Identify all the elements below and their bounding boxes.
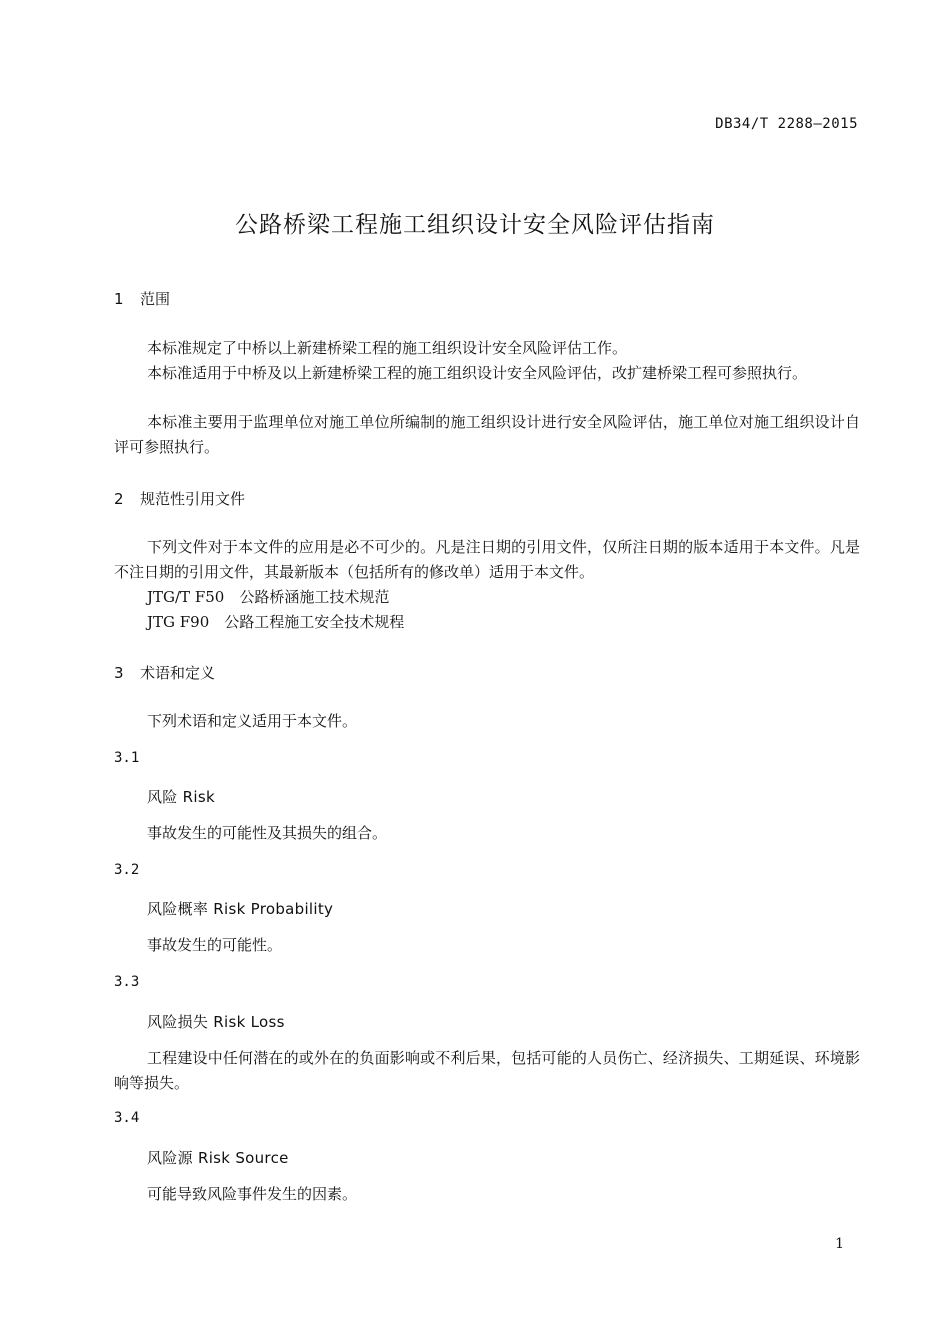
term-number: 3.4	[114, 1110, 140, 1126]
term-definition: 可能导致风险事件发生的因素。	[147, 1185, 358, 1203]
section-number: 3	[114, 664, 124, 682]
section-title: 规范性引用文件	[140, 490, 246, 508]
reference-item: JTG F90 公路工程施工安全技术规程	[147, 613, 405, 631]
term-definition: 事故发生的可能性及其损失的组合。	[147, 824, 388, 842]
term-definition: 工程建设中任何潜在的或外在的负面影响或不利后果，包括可能的人员伤亡、经济损失、工期延误、环境影响等损失。	[114, 1049, 860, 1092]
page-number: 1	[835, 1236, 844, 1252]
section-title: 术语和定义	[140, 664, 216, 682]
term-number: 3.1	[114, 750, 140, 766]
section-number: 2	[114, 490, 124, 508]
section-2-paragraph: 下列文件对于本文件的应用是必不可少的。凡是注日期的引用文件，仅所注日期的版本适用于本文件。凡是不注日期的引用文件，其最新版本（包括所有的修改单）适用于本文件。	[114, 538, 860, 581]
term-name: 风险源 Risk Source	[147, 1149, 289, 1167]
section-3-heading	[114, 662, 215, 683]
section-1-paragraph: 本标准适用于中桥及以上新建桥梁工程的施工组织设计安全风险评估，改扩建桥梁工程可参照执行。	[147, 364, 808, 382]
section-3-paragraph: 下列术语和定义适用于本文件。	[147, 712, 358, 730]
section-2-heading	[114, 488, 245, 509]
term-number: 3.2	[114, 862, 140, 878]
standard-code: DB34/T 2288—2015	[715, 116, 858, 132]
section-1-paragraph: 本标准规定了中桥以上新建桥梁工程的施工组织设计安全风险评估工作。	[147, 339, 628, 357]
term-name: 风险损失 Risk Loss	[147, 1013, 285, 1031]
term-name: 风险概率 Risk Probability	[147, 900, 334, 918]
section-number: 1	[114, 290, 124, 308]
term-name: 风险 Risk	[147, 788, 215, 806]
term-definition: 事故发生的可能性。	[147, 936, 283, 954]
section-1-paragraph: 本标准主要用于监理单位对施工单位所编制的施工组织设计进行安全风险评估，施工单位对施工组织设计自评可参照执行。	[114, 413, 860, 456]
reference-item: JTG/T F50 公路桥涵施工技术规范	[147, 588, 390, 606]
term-number: 3.3	[114, 974, 140, 990]
section-1-heading	[114, 288, 170, 309]
section-title: 范围	[140, 290, 171, 308]
document-title: 公路桥梁工程施工组织设计安全风险评估指南	[235, 212, 715, 238]
